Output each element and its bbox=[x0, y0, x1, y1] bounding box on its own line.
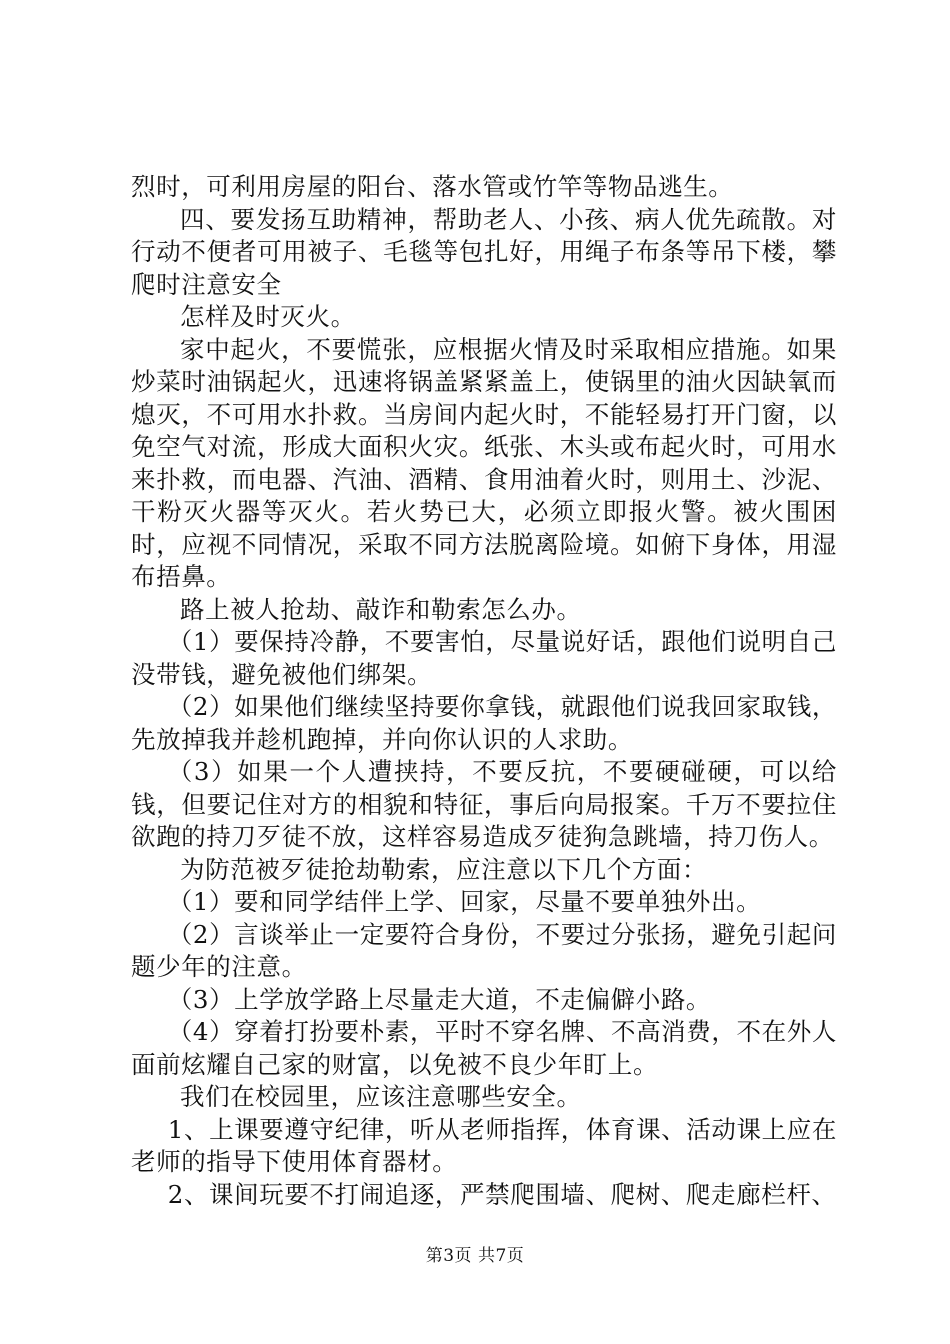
list-item-robbery-1: （1）要保持冷静，不要害怕，尽量说好话，跟他们说明自己没带钱，避免被他们绑架。 bbox=[131, 627, 837, 689]
list-item-prevention-1: （1）要和同学结伴上学、回家，尽量不要单独外出。 bbox=[167, 887, 762, 916]
list-item-robbery-2: （2）如果他们继续坚持要你拿钱，就跟他们说我回家取钱，先放掉我并趁机跑掉，并向你认识的人求助。 bbox=[131, 692, 837, 754]
list-item-campus-1: 1、上课要遵守纪律，听从老师指挥，体育课、活动课上应在老师的指导下使用体育器材。 bbox=[131, 1114, 837, 1176]
paragraph-4: 家中起火，不要慌张，应根据火情及时采取相应措施。如果炒菜时油锅起火，迅速将锅盖紧紧盖上，使锅里的油火因缺氧而熄灭，不可用水扑救。当房间内起火时，不能轻易打开门窗，以免空气对流，形成大面积火灾。纸张、木头或布起火时，可用水来扑救，而电器、汽油、酒精、食用油着火时，则用土、沙泥、干粉灭火器等灭火。若火势已大，必须立即报火警。被火围困时，应视不同情况，采取不同方法脱离险境。如俯下身体，用湿布捂鼻。 bbox=[131, 334, 837, 591]
paragraph-1: 烈时，可利用房屋的阳台、落水管或竹竿等物品逃生。 bbox=[131, 172, 734, 201]
list-item-prevention-4: （4）穿着打扮要朴素，平时不穿名牌、不高消费，不在外人面前炫耀自己家的财富，以免被不良少年盯上。 bbox=[131, 1017, 837, 1079]
document-body bbox=[131, 171, 837, 1211]
page-number: 第3页 共7页 bbox=[425, 1246, 525, 1266]
paragraph-2: 四、要发扬互助精神，帮助老人、小孩、病人优先疏散。对行动不便者可用被子、毛毯等包扎好，用绳子布条等吊下楼，攀爬时注意安全 bbox=[131, 204, 837, 299]
page-footer bbox=[0, 1246, 950, 1266]
list-item-robbery-3: （3）如果一个人遭挟持，不要反抗，不要硬碰硬，可以给钱，但要记住对方的相貌和特征，事后向局报案。千万不要拉住欲跑的持刀歹徒不放，这样容易造成歹徒狗急跳墙，持刀伤人。 bbox=[131, 757, 837, 851]
section-heading-robbery: 路上被人抢劫、敲诈和勒索怎么办。 bbox=[180, 594, 582, 624]
section-heading-extinguish: 怎样及时灭火。 bbox=[180, 302, 356, 331]
section-heading-campus: 我们在校园里，应该注意哪些安全。 bbox=[180, 1082, 582, 1111]
list-item-prevention-3: （3）上学放学路上尽量走大道，不走偏僻小路。 bbox=[167, 984, 712, 1014]
list-item-campus-2: 2、课间玩要不打闹追逐，严禁爬围墙、爬树、爬走廊栏杆、 bbox=[167, 1179, 837, 1209]
section-heading-prevention: 为防范被歹徒抢劫勒索，应注意以下几个方面： bbox=[180, 854, 708, 884]
list-item-prevention-2: （2）言谈举止一定要符合身份，不要过分张扬，避免引起问题少年的注意。 bbox=[131, 919, 837, 981]
